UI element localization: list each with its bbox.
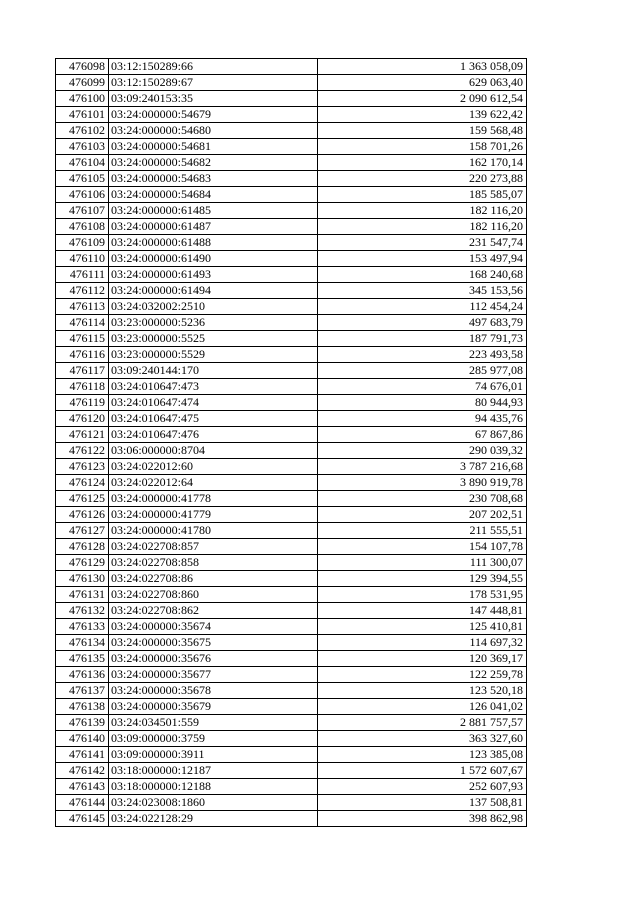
cadastral-number-cell: 03:12:150289:66 [109, 59, 318, 75]
cadastral-number-cell: 03:24:022128:29 [109, 811, 318, 827]
value-cell: 285 977,08 [318, 363, 527, 379]
row-id-cell: 476137 [56, 683, 109, 699]
value-cell: 123 385,08 [318, 747, 527, 763]
table-row [56, 395, 527, 411]
cadastral-number-cell: 03:24:022708:860 [109, 587, 318, 603]
cadastral-number-cell: 03:18:000000:12188 [109, 779, 318, 795]
value-cell: 2 881 757,57 [318, 715, 527, 731]
table-row [56, 555, 527, 571]
row-id-cell: 476121 [56, 427, 109, 443]
table-row [56, 411, 527, 427]
value-cell: 220 273,88 [318, 171, 527, 187]
table-row [56, 107, 527, 123]
table-row [56, 251, 527, 267]
row-id-cell: 476118 [56, 379, 109, 395]
value-cell: 187 791,73 [318, 331, 527, 347]
value-cell: 122 259,78 [318, 667, 527, 683]
cadastral-number-cell: 03:24:010647:475 [109, 411, 318, 427]
table-row [56, 651, 527, 667]
value-cell: 111 300,07 [318, 555, 527, 571]
cadastral-number-cell: 03:24:000000:54683 [109, 171, 318, 187]
cadastral-number-cell: 03:24:000000:61488 [109, 235, 318, 251]
row-id-cell: 476101 [56, 107, 109, 123]
value-cell: 120 369,17 [318, 651, 527, 667]
table-row [56, 235, 527, 251]
value-cell: 363 327,60 [318, 731, 527, 747]
cadastral-number-cell: 03:24:022012:64 [109, 475, 318, 491]
cadastral-number-cell: 03:24:000000:35674 [109, 619, 318, 635]
value-cell: 211 555,51 [318, 523, 527, 539]
table-row [56, 539, 527, 555]
row-id-cell: 476132 [56, 603, 109, 619]
value-cell: 162 170,14 [318, 155, 527, 171]
value-cell: 114 697,32 [318, 635, 527, 651]
value-cell: 125 410,81 [318, 619, 527, 635]
row-id-cell: 476099 [56, 75, 109, 91]
row-id-cell: 476119 [56, 395, 109, 411]
table-row [56, 315, 527, 331]
table-row [56, 699, 527, 715]
cadastral-number-cell: 03:24:000000:61494 [109, 283, 318, 299]
row-id-cell: 476136 [56, 667, 109, 683]
data-table [55, 58, 527, 827]
row-id-cell: 476112 [56, 283, 109, 299]
value-cell: 182 116,20 [318, 203, 527, 219]
row-id-cell: 476139 [56, 715, 109, 731]
row-id-cell: 476130 [56, 571, 109, 587]
row-id-cell: 476104 [56, 155, 109, 171]
cadastral-number-cell: 03:24:022708:86 [109, 571, 318, 587]
cadastral-number-cell: 03:24:000000:61490 [109, 251, 318, 267]
cadastral-number-cell: 03:24:022708:858 [109, 555, 318, 571]
cadastral-number-cell: 03:24:022708:862 [109, 603, 318, 619]
table-row [56, 283, 527, 299]
table-row [56, 75, 527, 91]
value-cell: 230 708,68 [318, 491, 527, 507]
value-cell: 112 454,24 [318, 299, 527, 315]
row-id-cell: 476114 [56, 315, 109, 331]
cadastral-number-cell: 03:09:000000:3759 [109, 731, 318, 747]
table-row [56, 683, 527, 699]
cadastral-number-cell: 03:24:000000:61493 [109, 267, 318, 283]
table-row [56, 747, 527, 763]
value-cell: 67 867,86 [318, 427, 527, 443]
table-row [56, 715, 527, 731]
value-cell: 154 107,78 [318, 539, 527, 555]
value-cell: 252 607,93 [318, 779, 527, 795]
table-row [56, 187, 527, 203]
table-row [56, 91, 527, 107]
row-id-cell: 476103 [56, 139, 109, 155]
table-row [56, 731, 527, 747]
value-cell: 231 547,74 [318, 235, 527, 251]
table-row [56, 219, 527, 235]
value-cell: 1 572 607,67 [318, 763, 527, 779]
cadastral-number-cell: 03:24:000000:35678 [109, 683, 318, 699]
value-cell: 3 787 216,68 [318, 459, 527, 475]
row-id-cell: 476140 [56, 731, 109, 747]
cadastral-number-cell: 03:24:010647:476 [109, 427, 318, 443]
row-id-cell: 476105 [56, 171, 109, 187]
row-id-cell: 476102 [56, 123, 109, 139]
table-row [56, 203, 527, 219]
cadastral-number-cell: 03:24:010647:474 [109, 395, 318, 411]
value-cell: 123 520,18 [318, 683, 527, 699]
row-id-cell: 476116 [56, 347, 109, 363]
table-row [56, 795, 527, 811]
table-row [56, 619, 527, 635]
row-id-cell: 476144 [56, 795, 109, 811]
table-row [56, 635, 527, 651]
table-row [56, 667, 527, 683]
value-cell: 158 701,26 [318, 139, 527, 155]
row-id-cell: 476111 [56, 267, 109, 283]
value-cell: 159 568,48 [318, 123, 527, 139]
cadastral-number-cell: 03:24:000000:41779 [109, 507, 318, 523]
table-row [56, 139, 527, 155]
cadastral-number-cell: 03:24:000000:54682 [109, 155, 318, 171]
value-cell: 3 890 919,78 [318, 475, 527, 491]
value-cell: 497 683,79 [318, 315, 527, 331]
row-id-cell: 476098 [56, 59, 109, 75]
value-cell: 74 676,01 [318, 379, 527, 395]
table-row [56, 123, 527, 139]
table-row [56, 459, 527, 475]
cadastral-number-cell: 03:24:000000:41778 [109, 491, 318, 507]
cadastral-number-cell: 03:24:000000:35677 [109, 667, 318, 683]
row-id-cell: 476110 [56, 251, 109, 267]
value-cell: 139 622,42 [318, 107, 527, 123]
row-id-cell: 476128 [56, 539, 109, 555]
row-id-cell: 476143 [56, 779, 109, 795]
cadastral-number-cell: 03:23:000000:5529 [109, 347, 318, 363]
row-id-cell: 476115 [56, 331, 109, 347]
row-id-cell: 476127 [56, 523, 109, 539]
value-cell: 1 363 058,09 [318, 59, 527, 75]
value-cell: 147 448,81 [318, 603, 527, 619]
value-cell: 126 041,02 [318, 699, 527, 715]
table-row [56, 347, 527, 363]
value-cell: 168 240,68 [318, 267, 527, 283]
table-row [56, 427, 527, 443]
cadastral-number-cell: 03:24:022708:857 [109, 539, 318, 555]
cadastral-number-cell: 03:24:034501:559 [109, 715, 318, 731]
table-row [56, 299, 527, 315]
value-cell: 80 944,93 [318, 395, 527, 411]
cadastral-number-cell: 03:09:240153:35 [109, 91, 318, 107]
value-cell: 178 531,95 [318, 587, 527, 603]
table-body [56, 59, 527, 827]
cadastral-number-cell: 03:24:000000:61487 [109, 219, 318, 235]
row-id-cell: 476145 [56, 811, 109, 827]
row-id-cell: 476129 [56, 555, 109, 571]
value-cell: 2 090 612,54 [318, 91, 527, 107]
table-row [56, 507, 527, 523]
table-row [56, 363, 527, 379]
cadastral-number-cell: 03:24:000000:54679 [109, 107, 318, 123]
table-row [56, 603, 527, 619]
cadastral-number-cell: 03:18:000000:12187 [109, 763, 318, 779]
row-id-cell: 476100 [56, 91, 109, 107]
value-cell: 629 063,40 [318, 75, 527, 91]
row-id-cell: 476108 [56, 219, 109, 235]
cadastral-number-cell: 03:23:000000:5525 [109, 331, 318, 347]
table-row [56, 491, 527, 507]
row-id-cell: 476126 [56, 507, 109, 523]
value-cell: 290 039,32 [318, 443, 527, 459]
row-id-cell: 476138 [56, 699, 109, 715]
row-id-cell: 476113 [56, 299, 109, 315]
row-id-cell: 476133 [56, 619, 109, 635]
table-row [56, 763, 527, 779]
cadastral-number-cell: 03:24:010647:473 [109, 379, 318, 395]
row-id-cell: 476125 [56, 491, 109, 507]
row-id-cell: 476117 [56, 363, 109, 379]
cadastral-number-cell: 03:09:000000:3911 [109, 747, 318, 763]
table-row [56, 475, 527, 491]
row-id-cell: 476122 [56, 443, 109, 459]
row-id-cell: 476131 [56, 587, 109, 603]
row-id-cell: 476109 [56, 235, 109, 251]
value-cell: 398 862,98 [318, 811, 527, 827]
value-cell: 185 585,07 [318, 187, 527, 203]
row-id-cell: 476120 [56, 411, 109, 427]
table-row [56, 155, 527, 171]
table-row [56, 379, 527, 395]
cadastral-number-cell: 03:24:000000:41780 [109, 523, 318, 539]
table-row [56, 171, 527, 187]
row-id-cell: 476141 [56, 747, 109, 763]
cadastral-number-cell: 03:24:000000:54680 [109, 123, 318, 139]
table-row [56, 59, 527, 75]
row-id-cell: 476134 [56, 635, 109, 651]
table-row [56, 267, 527, 283]
cadastral-number-cell: 03:23:000000:5236 [109, 315, 318, 331]
cadastral-number-cell: 03:24:022012:60 [109, 459, 318, 475]
table-row [56, 523, 527, 539]
row-id-cell: 476107 [56, 203, 109, 219]
row-id-cell: 476106 [56, 187, 109, 203]
cadastral-number-cell: 03:24:000000:54684 [109, 187, 318, 203]
table-row [56, 443, 527, 459]
cadastral-number-cell: 03:24:000000:61485 [109, 203, 318, 219]
value-cell: 345 153,56 [318, 283, 527, 299]
value-cell: 137 508,81 [318, 795, 527, 811]
cadastral-number-cell: 03:24:000000:35679 [109, 699, 318, 715]
cadastral-number-cell: 03:09:240144:170 [109, 363, 318, 379]
row-id-cell: 476124 [56, 475, 109, 491]
cadastral-number-cell: 03:24:000000:35676 [109, 651, 318, 667]
cadastral-number-cell: 03:06:000000:8704 [109, 443, 318, 459]
value-cell: 153 497,94 [318, 251, 527, 267]
value-cell: 223 493,58 [318, 347, 527, 363]
row-id-cell: 476123 [56, 459, 109, 475]
value-cell: 129 394,55 [318, 571, 527, 587]
cadastral-number-cell: 03:24:032002:2510 [109, 299, 318, 315]
value-cell: 207 202,51 [318, 507, 527, 523]
table-row [56, 587, 527, 603]
cadastral-number-cell: 03:24:023008:1860 [109, 795, 318, 811]
table-row [56, 779, 527, 795]
table-row [56, 331, 527, 347]
value-cell: 94 435,76 [318, 411, 527, 427]
row-id-cell: 476135 [56, 651, 109, 667]
value-cell: 182 116,20 [318, 219, 527, 235]
table-row [56, 811, 527, 827]
cadastral-number-cell: 03:24:000000:35675 [109, 635, 318, 651]
cadastral-number-cell: 03:12:150289:67 [109, 75, 318, 91]
table-row [56, 571, 527, 587]
cadastral-number-cell: 03:24:000000:54681 [109, 139, 318, 155]
row-id-cell: 476142 [56, 763, 109, 779]
